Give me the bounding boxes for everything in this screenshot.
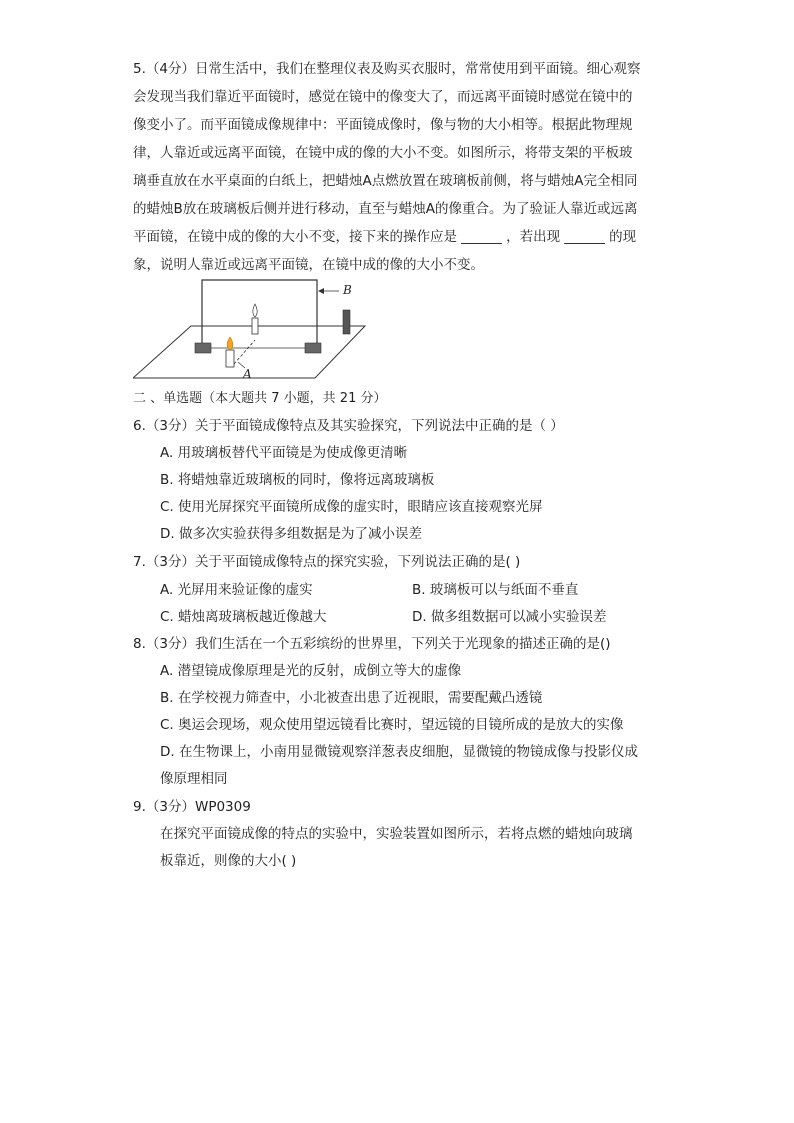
q5-line: 会发现当我们靠近平面镜时，感觉在镜中的像变大了，而远离平面镜时感觉在镜中的 <box>133 89 633 105</box>
question-5 <box>133 55 663 279</box>
candle-b <box>252 318 258 334</box>
q8-option-a[interactable]: A. 潜望镜成像原理是光的反射，成倒立等大的虚像 <box>160 663 462 679</box>
mirror-experiment-figure <box>133 278 373 382</box>
q5-line: 象，说明人靠近或远离平面镜，在镜中成的像的大小不变。 <box>133 257 484 273</box>
post <box>343 310 350 334</box>
glass-frame <box>202 280 317 344</box>
q6-option-a[interactable]: A. 用玻璃板替代平面镜是为使成像更清晰 <box>160 445 408 461</box>
q5-line: 5.（4分）日常生活中，我们在整理仪表及购买衣服时，常常使用到平面镜。细心观察 <box>133 61 641 77</box>
q7-option-c[interactable]: C. 蜡烛离玻璃板越近像越大 <box>160 609 327 625</box>
candle-a-flame <box>227 337 233 350</box>
right-stand <box>305 343 321 353</box>
label-b-arrowhead <box>318 288 324 294</box>
q5-line: 璃垂直放在水平桌面的白纸上，把蜡烛A点燃放置在玻璃板前侧，将与蜡烛A完全相同 <box>133 173 638 189</box>
q6-option-b[interactable]: B. 将蜡烛靠近玻璃板的同时，像将远离玻璃板 <box>160 472 435 488</box>
label-b: B <box>343 283 352 297</box>
q8-option-c[interactable]: C. 奥运会现场，观众使用望远镜看比赛时，望远镜的目镜所成的是放大的实像 <box>160 717 624 733</box>
candle-b-flame <box>253 304 258 317</box>
q8-option-b[interactable]: B. 在学校视力筛查中，小北被查出患了近视眼，需要配戴凸透镜 <box>160 690 543 706</box>
question-6-stem: 6.（3分）关于平面镜成像特点及其实验探究，下列说法中正确的是（ ） <box>133 418 564 434</box>
q5-line: 律，人靠近或远离平面镜，在镜中成的像的大小不变。如图所示，将带支架的平板玻 <box>133 145 633 161</box>
q8-option-d-continued: 像原理相同 <box>160 771 228 787</box>
q8-option-d[interactable]: D. 在生物课上，小南用显微镜观察洋葱表皮细胞，显微镜的物镜成像与投影仪成 <box>160 744 638 760</box>
candle-a <box>226 350 234 367</box>
q6-option-c[interactable]: C. 使用光屏探究平面镜所成像的虚实时，眼睛应该直接观察光屏 <box>160 499 543 515</box>
question-8-stem: 8.（3分）我们生活在一个五彩缤纷的世界里，下列关于光现象的描述正确的是() <box>133 636 611 652</box>
q5-line: 像变小了。而平面镜成像规律中：平面镜成像时，像与物的大小相等。根据此物理规 <box>133 117 633 133</box>
q7-option-b[interactable]: B. 玻璃板可以与纸面不垂直 <box>412 582 579 598</box>
q5-line: 平面镜，在镜中成的像的大小不变，接下来的操作应是 ______ ，若出现 ______ 的现 <box>133 229 637 245</box>
q5-line: 的蜡烛B放在玻璃板后侧并进行移动，直至与蜡烛A的像重合。为了验证人靠近或远离 <box>133 201 638 217</box>
label-a: A <box>243 367 252 381</box>
question-7-stem: 7.（3分）关于平面镜成像特点的探究实验，下列说法正确的是( ) <box>133 554 521 570</box>
question-9-stem: 9.（3分）WP0309 <box>133 799 251 815</box>
q7-option-a[interactable]: A. 光屏用来验证像的虚实 <box>160 582 313 598</box>
q9-body-line: 在探究平面镜成像的特点的实验中，实验装置如图所示，若将点燃的蜡烛向玻璃 <box>160 826 633 842</box>
section-heading: 二 、单选题（本大题共 7 小题，共 21 分） <box>133 391 387 406</box>
left-stand <box>195 343 211 353</box>
q6-option-d[interactable]: D. 做多次实验获得多组数据是为了减小误差 <box>160 526 422 542</box>
q9-body-line: 板靠近，则像的大小( ) <box>160 853 297 869</box>
q7-option-d[interactable]: D. 做多组数据可以减小实验误差 <box>412 609 607 625</box>
image-line <box>234 340 255 364</box>
